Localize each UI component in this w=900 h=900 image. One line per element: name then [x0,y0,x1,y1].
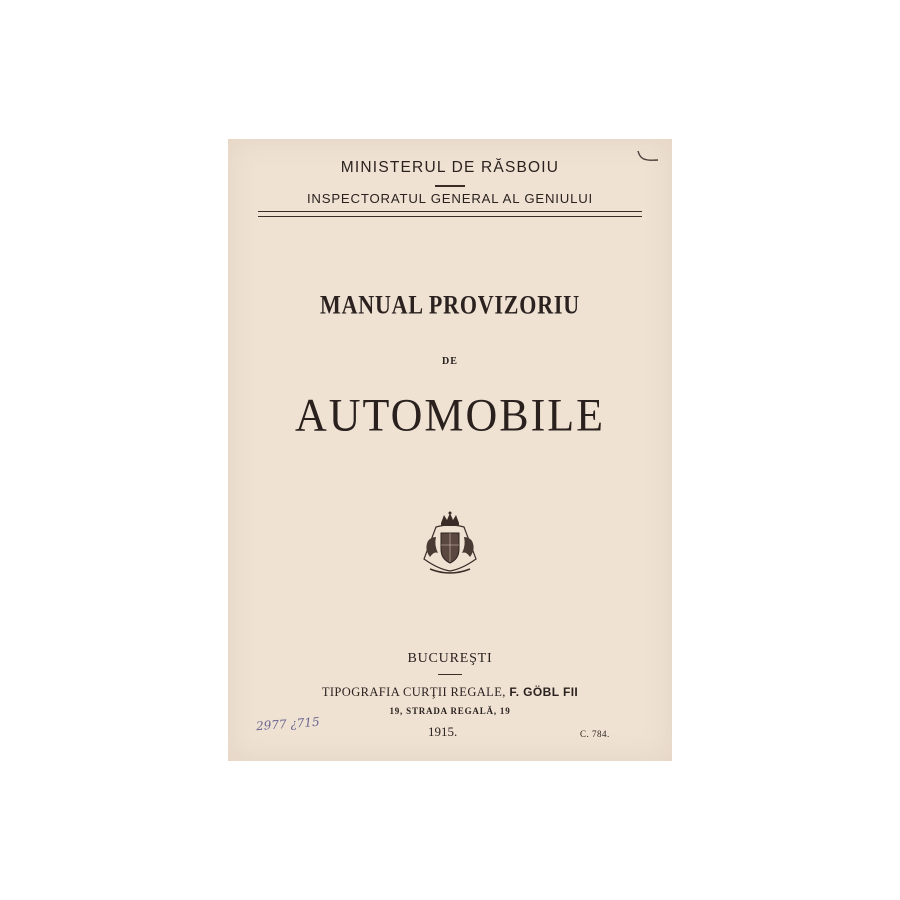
printer-address: 19, STRADA REGALĂ, 19 [389,706,511,716]
title-connector: DE [442,356,458,367]
catalog-code: C. 784. [580,729,610,739]
inspectorate-heading: INSPECTORATUL GENERAL AL GENIULUI [306,191,594,206]
imprint-rule [438,674,462,675]
publication-year: 1915. [428,724,458,739]
heading-rule [435,185,465,187]
printer-line [228,685,672,700]
ministry-heading: MINISTERUL DE RĂSBOIU [340,159,560,176]
book-title-page [228,139,672,761]
handwritten-note: 2977 ¿715 [255,714,321,734]
heading-double-rule [258,211,642,217]
bleed-through-text [264,229,644,249]
title-main: AUTOMOBILE [294,389,606,442]
printer-owner: F. GÖBL FII [509,685,579,699]
printer-name: TIPOGRAFIA CURŢII REGALE, [321,685,506,699]
publication-city: BUCUREŞTI [407,651,493,666]
title-line-1: MANUAL PROVIZORIU [320,289,580,320]
royal-coat-of-arms-icon [414,511,486,581]
